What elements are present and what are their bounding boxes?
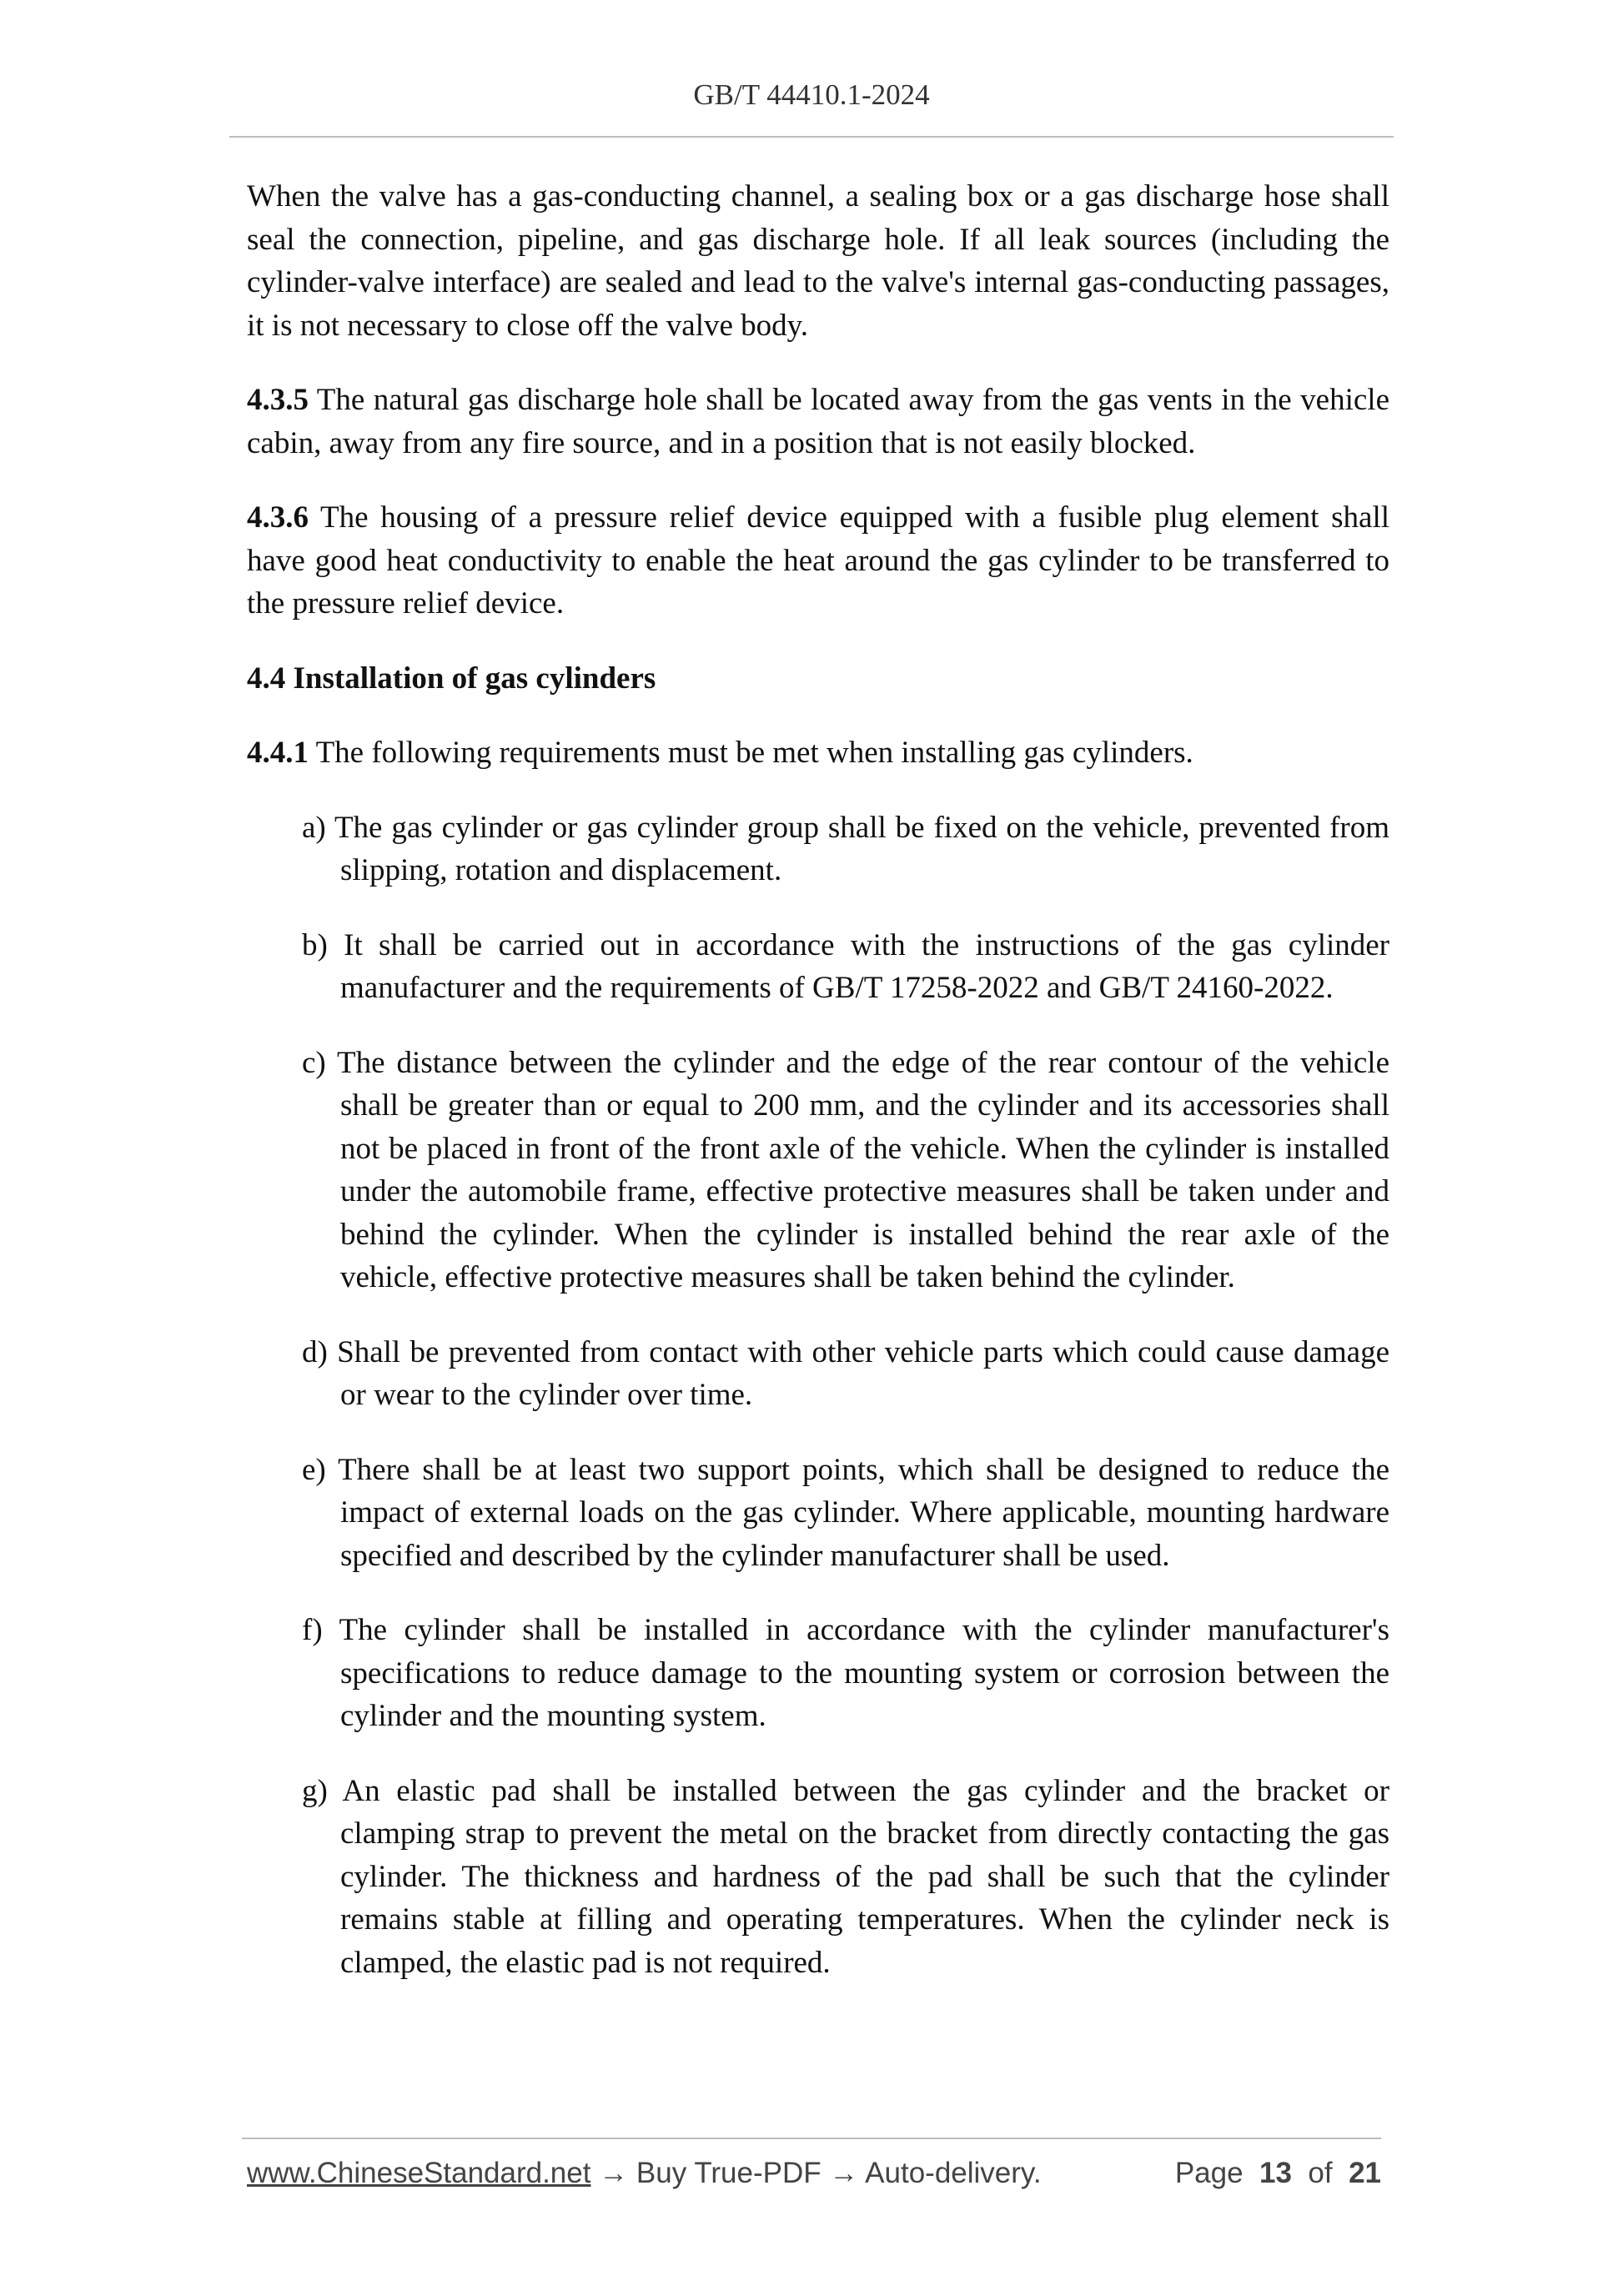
list-item: e) There shall be at least two support points, which shall be designed to reduce the impact of external loads on the gas cylinder. Where applicable, mounting hardware specified and described by the cylinder manufacturer shall be used. — [302, 1452, 1389, 1573]
header-divider — [229, 136, 1394, 138]
document-body — [247, 175, 1389, 2016]
total-pages: 21 — [1349, 2157, 1381, 2189]
requirements-list — [247, 806, 1389, 1985]
footer-tagline: → Buy True-PDF → Auto-delivery. — [590, 2157, 1042, 2189]
clause-number: 4.4.1 — [247, 736, 309, 770]
list-item: f) The cylinder shall be installed in accordance with the cylinder manufacturer's specifications to reduce damage to the mounting system or corrosion between the cylinder and the mounting system. — [302, 1613, 1389, 1733]
list-item: d) Shall be prevented from contact with other vehicle parts which could cause damage or wear to the cylinder over time. — [302, 1334, 1389, 1412]
clause-text: The natural gas discharge hole shall be located away from the gas vents in the vehicle cabin, away from any fire source, and in a position that is not easily blocked. — [247, 383, 1389, 460]
list-item: b) It shall be carried out in accordance with the instructions of the gas cylinder manufacturer and the requirements of GB/T 17258-2022 and GB/T 24160-2022. — [302, 927, 1389, 1005]
clause-text: The following requirements must be met when installing gas cylinders. — [309, 736, 1193, 770]
page-label: Page — [1174, 2157, 1244, 2189]
page-header: GB/T 44410.1-2024 — [693, 78, 930, 111]
of-label: of — [1308, 2157, 1333, 2189]
intro-paragraph: When the valve has a gas-conducting channel, a sealing box or a gas discharge hose shall seal the connection, pipeline, and gas discharge hole. If all leak sources (including the cylinder-valve interface) are sealed and lead to the valve's internal gas-conducting passages, it is not necessary to close off the valve body. — [247, 179, 1389, 343]
footer-divider — [242, 2138, 1381, 2139]
clause-number: 4.3.5 — [247, 383, 309, 417]
clause-4-4-1 — [247, 731, 1389, 775]
website-link[interactable]: www.ChineseStandard.net — [247, 2157, 591, 2189]
section-heading: 4.4 Installation of gas cylinders — [247, 661, 656, 696]
page-number: 13 — [1259, 2157, 1292, 2189]
page-indicator — [1175, 2157, 1381, 2190]
list-item: g) An elastic pad shall be installed between the gas cylinder and the bracket or clamping strap to prevent the metal on the bracket from directly contacting the gas cylinder. The thickness and hardness of the pad shall be such that the cylinder remains stable at filling and operating temperatures. When the cylinder neck is clamped, the elastic pad is not required. — [302, 1773, 1389, 1980]
clause-text: The housing of a pressure relief device equipped with a fusible plug element shall have good heat conductivity to enable the heat around the gas cylinder to be transferred to the pressure relief device. — [247, 500, 1389, 620]
page-footer — [247, 2157, 1381, 2198]
list-item: c) The distance between the cylinder and the edge of the rear contour of the vehicle shall be greater than or equal to 200 mm, and the cylinder and its accessories shall not be placed in front of the front axle of the vehicle. When the cylinder is installed under the automobile frame, effective protective measures shall be taken under and behind the cylinder. When the cylinder is installed behind the rear axle of the vehicle, effective protective measures shall be taken behind the cylinder. — [302, 1045, 1389, 1294]
clause-4-3-6 — [247, 496, 1389, 625]
list-item: a) The gas cylinder or gas cylinder group shall be fixed on the vehicle, prevented from slipping, rotation and displacement. — [302, 810, 1389, 887]
footer-promo — [247, 2157, 1042, 2190]
clause-4-3-5 — [247, 379, 1389, 465]
clause-number: 4.3.6 — [247, 500, 309, 535]
